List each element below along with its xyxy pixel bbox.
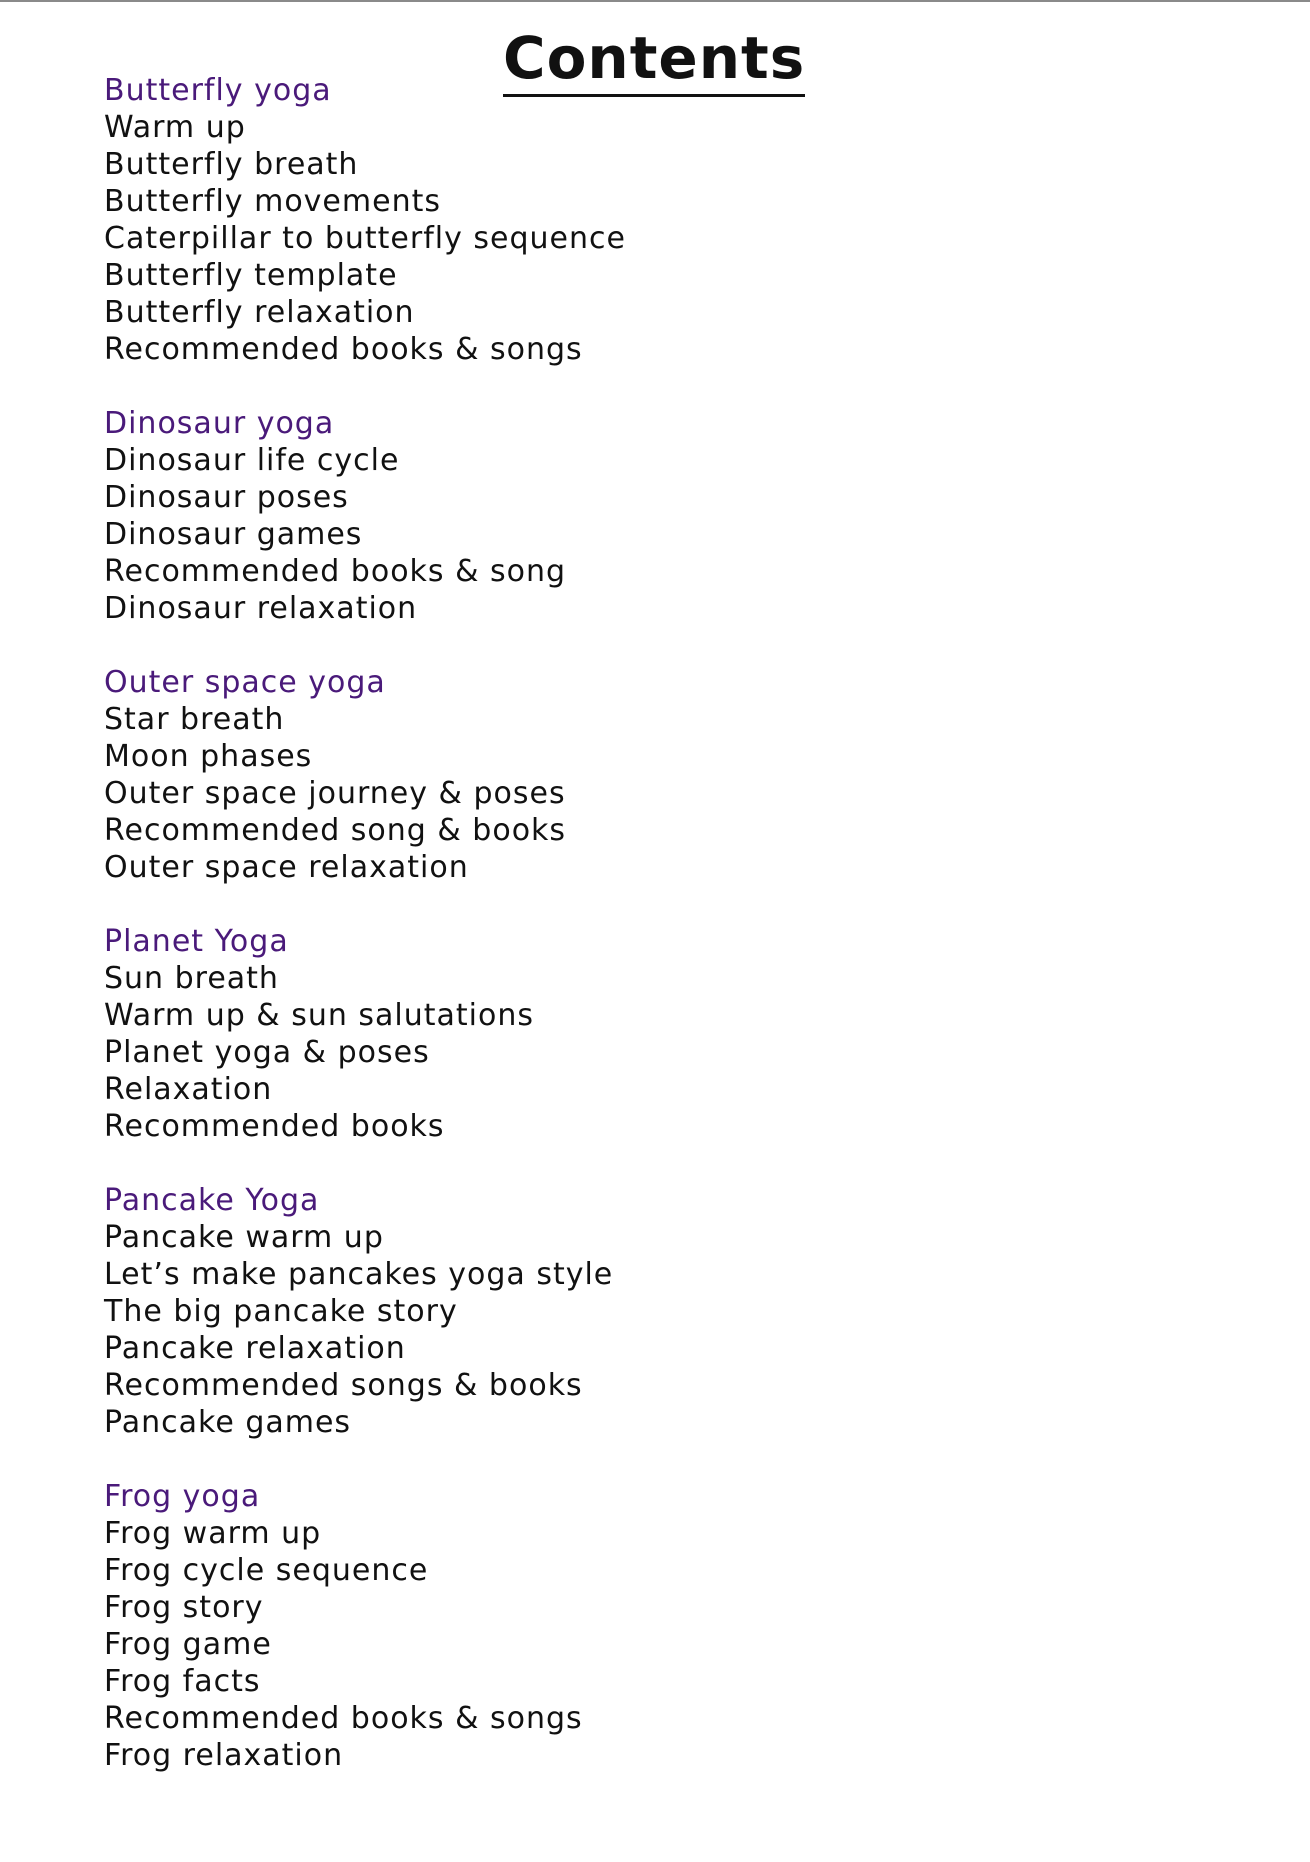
contents-item: Recommended books & songs <box>104 1701 583 1736</box>
contents-item: Dinosaur relaxation <box>104 591 418 626</box>
contents-item: Star breath <box>104 702 285 737</box>
contents-item: Dinosaur poses <box>104 480 349 515</box>
contents-item: Butterfly relaxation <box>104 295 415 330</box>
contents-item: Pancake warm up <box>104 1220 384 1255</box>
contents-list <box>104 72 1204 1811</box>
contents-item: Butterfly movements <box>104 184 441 219</box>
contents-section <box>104 923 1204 1145</box>
contents-item: Pancake relaxation <box>104 1331 406 1366</box>
contents-item: Outer space journey & poses <box>104 776 566 811</box>
page-top-border <box>0 0 1310 2</box>
contents-item: Warm up <box>104 110 246 145</box>
page-title: Contents <box>503 22 805 97</box>
section-heading: Planet Yoga <box>104 924 289 959</box>
contents-item: Frog relaxation <box>104 1738 344 1773</box>
section-heading: Dinosaur yoga <box>104 406 335 441</box>
contents-item: Butterfly template <box>104 258 398 293</box>
contents-item: Planet yoga & poses <box>104 1035 430 1070</box>
contents-section <box>104 664 1204 886</box>
contents-item: Recommended song & books <box>104 813 567 848</box>
contents-section <box>104 1478 1204 1774</box>
section-heading: Pancake Yoga <box>104 1183 320 1218</box>
contents-item: Frog facts <box>104 1664 261 1699</box>
contents-section <box>104 1182 1204 1441</box>
contents-item: Frog cycle sequence <box>104 1553 429 1588</box>
section-heading: Outer space yoga <box>104 665 386 700</box>
contents-item: Frog warm up <box>104 1516 322 1551</box>
contents-item: Recommended books & song <box>104 554 567 589</box>
contents-item: Outer space relaxation <box>104 850 469 885</box>
contents-item: Let’s make pancakes yoga style <box>104 1257 614 1292</box>
contents-item: Frog story <box>104 1590 264 1625</box>
contents-item: The big pancake story <box>104 1294 458 1329</box>
contents-item: Recommended songs & books <box>104 1368 583 1403</box>
section-heading: Frog yoga <box>104 1479 261 1514</box>
contents-item: Pancake games <box>104 1405 352 1440</box>
contents-item: Moon phases <box>104 739 313 774</box>
contents-item: Warm up & sun salutations <box>104 998 535 1033</box>
contents-item: Dinosaur games <box>104 517 363 552</box>
contents-item: Butterfly breath <box>104 147 359 182</box>
contents-item: Relaxation <box>104 1072 273 1107</box>
contents-item: Recommended books <box>104 1109 445 1144</box>
contents-item: Sun breath <box>104 961 279 996</box>
section-heading: Butterfly yoga <box>104 73 332 108</box>
contents-item: Dinosaur life cycle <box>104 443 400 478</box>
contents-item: Frog game <box>104 1627 272 1662</box>
contents-section <box>104 405 1204 627</box>
contents-section <box>104 72 1204 368</box>
contents-item: Recommended books & songs <box>104 332 583 367</box>
contents-item: Caterpillar to butterfly sequence <box>104 221 626 256</box>
